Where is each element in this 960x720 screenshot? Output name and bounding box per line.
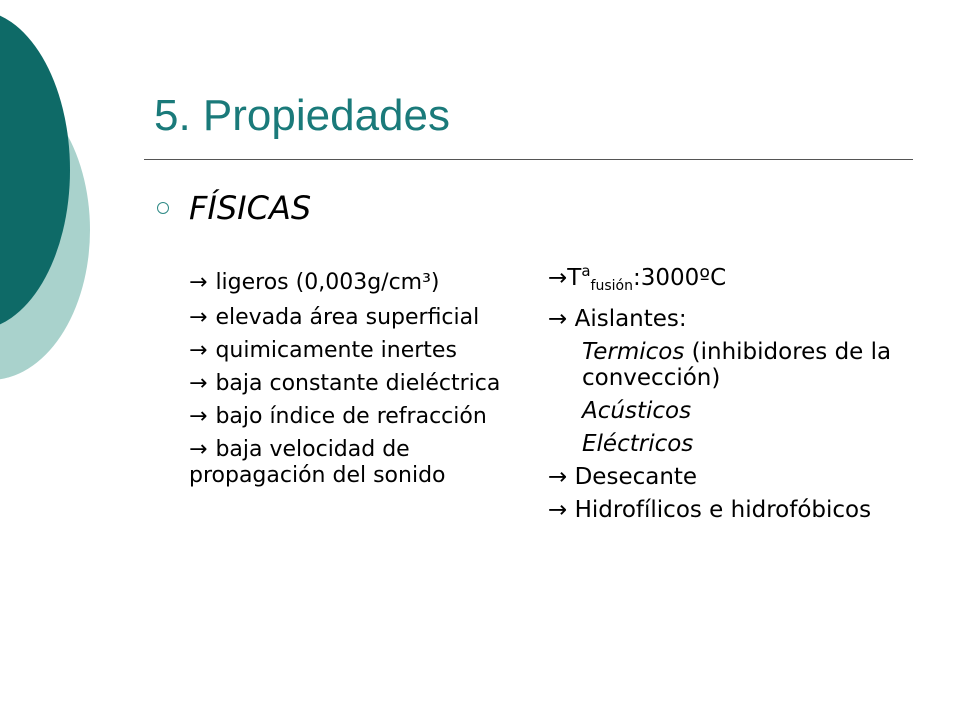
list-item xyxy=(189,404,519,430)
list-item-text: quimicamente inertes xyxy=(215,338,457,363)
desecante-label: Desecante xyxy=(574,464,698,490)
arrow-right-icon: → xyxy=(548,464,568,490)
arrow-right-icon: → xyxy=(189,305,208,330)
temperature-value: :3000ºC xyxy=(632,265,727,291)
sub-item-acusticos xyxy=(548,398,908,424)
arrow-right-icon: → xyxy=(189,404,208,429)
list-item xyxy=(189,338,519,364)
melting-temperature xyxy=(548,258,908,299)
list-item xyxy=(548,306,908,332)
list-item xyxy=(189,371,519,397)
circle-bullet-icon xyxy=(157,202,169,214)
arrow-right-icon: → xyxy=(189,437,208,462)
list-item-text: baja constante dieléctrica xyxy=(215,371,501,396)
list-item-text: bajo índice de refracción xyxy=(215,404,487,429)
list-item xyxy=(548,497,908,523)
arrow-right-icon: → xyxy=(189,371,208,396)
arrow-right-icon: → xyxy=(548,306,568,332)
arrow-right-icon: → xyxy=(189,338,208,363)
temperature-symbol: T xyxy=(567,265,582,291)
section-heading: FÍSICAS xyxy=(189,189,312,227)
right-property-list xyxy=(548,258,908,530)
arrow-right-icon: → xyxy=(548,497,568,523)
title-divider xyxy=(144,159,913,160)
left-property-list xyxy=(189,270,519,496)
temperature-superscript: a xyxy=(581,262,591,280)
arrow-right-icon: → xyxy=(189,270,208,295)
list-item xyxy=(189,270,519,296)
list-item xyxy=(189,437,519,489)
arrow-right-icon: → xyxy=(548,265,568,291)
termicos-label: Termicos xyxy=(582,339,685,365)
termicos-note: (inhibidores de la convección) xyxy=(582,339,892,391)
electricos-label: Eléctricos xyxy=(582,431,694,457)
slide-title: 5. Propiedades xyxy=(154,91,450,140)
list-item xyxy=(189,305,519,331)
list-item-text: baja velocidad de propagación del sonido xyxy=(189,437,446,488)
sub-item-termicos xyxy=(548,339,908,391)
list-item-text: elevada área superficial xyxy=(215,305,480,330)
acusticos-label: Acústicos xyxy=(582,398,692,424)
aislantes-label: Aislantes: xyxy=(574,306,687,332)
list-item xyxy=(548,464,908,490)
temperature-subscript: fusión xyxy=(590,278,633,294)
hidro-label: Hidrofílicos e hidrofóbicos xyxy=(574,497,872,523)
list-item-text: ligeros (0,003g/cm³) xyxy=(215,270,440,295)
sub-item-electricos xyxy=(548,431,908,457)
